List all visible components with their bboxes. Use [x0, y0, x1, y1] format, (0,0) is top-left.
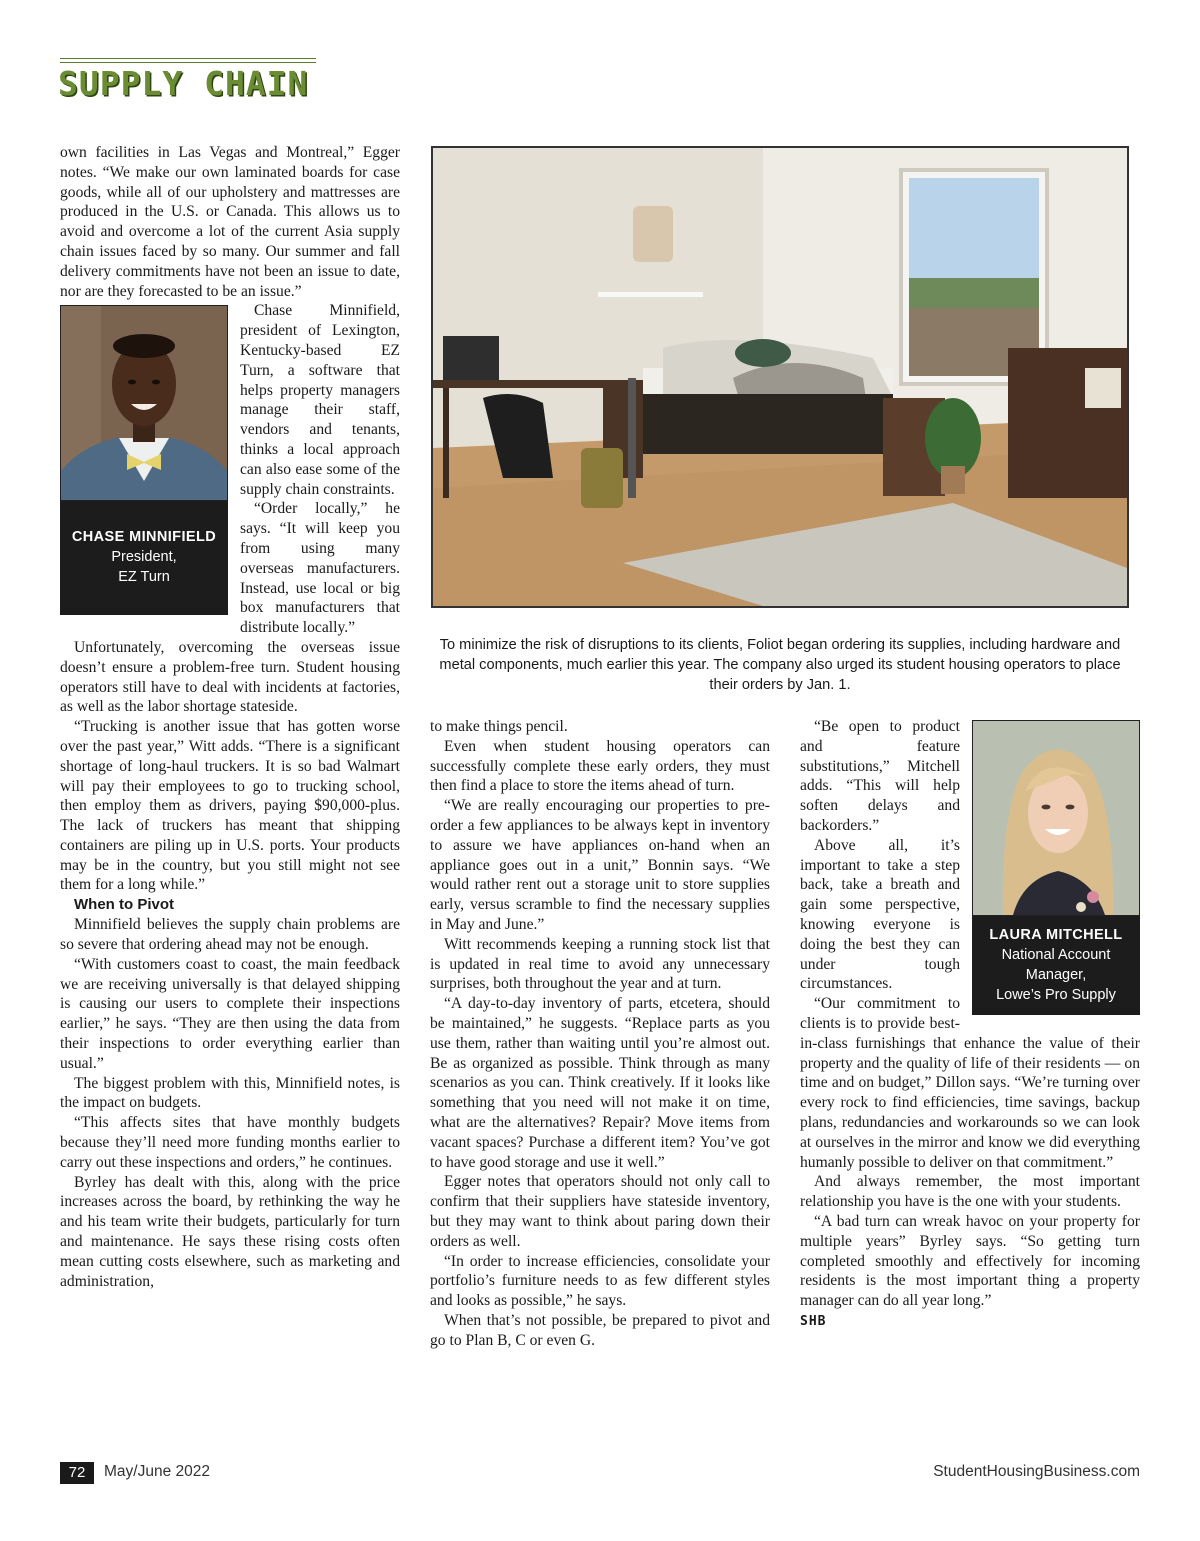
paragraph: “A bad turn can wreak havoc on your property for multiple years” Byrley says. “So getting turn completed smoothly and effectively for incoming residents is the most important thing a property manager can do all year long.” — [800, 1212, 1140, 1310]
caption-title: National Account Manager, — [1001, 947, 1111, 983]
chase-minnifield-portrait — [60, 305, 228, 501]
paragraph: “Our commitment to clients is to provide best-in-class furnishings that enhance the value of their property and the quality of life of their residents — on time and on budget,” Dillon says. “We’re turning over every rock to find efficiencies, time savings, backup plans, redundancies and workarounds so we can look at ourselves in the mirror and know we did everything humanly possible to deliver on that commitment.” — [800, 995, 1140, 1171]
section-title: SUPPLY CHAIN — [58, 64, 309, 103]
caption-name: LAURA MITCHELL — [989, 927, 1123, 943]
paragraph: Witt recommends keeping a running stock list that is updated in real time to avoid any unnecessary surprises, both throughout the year and at turn. — [430, 935, 770, 993]
paragraph: to make things pencil. — [430, 718, 568, 735]
paragraph: When that’s not possible, be prepared to pivot and go to Plan B, C or even G. — [430, 1311, 770, 1349]
paragraph: Even when student housing operators can successfully complete these early orders, they must then find a place to store the items ahead of turn. — [430, 737, 770, 795]
caption-title: President, — [111, 549, 177, 566]
dorm-room-image-icon — [433, 148, 1127, 606]
paragraph: “In order to increase efficiencies, consolidate your portfolio’s furniture needs to as few different styles and looks as possible,” he says. — [430, 1252, 770, 1310]
photo-caption: To minimize the risk of disruptions to its clients, Foliot began ordering its supplies, including hardware and metal components, much earlier this year. The company also urged its student housing operators to place their orders by Jan. 1. — [439, 637, 1121, 693]
sidebar-laura-mitchell — [972, 720, 1140, 1015]
laura-mitchell-portrait — [972, 720, 1140, 916]
paragraph: Egger notes that operators should not only call to confirm that their suppliers have stateside inventory, but they may want to think about paring down their orders as well. — [430, 1173, 770, 1250]
caption-company: EZ Turn — [118, 569, 170, 586]
paragraph: own facilities in Las Vegas and Montreal,” Egger notes. “We make our own laminated boards for case goods, while all of our upholstery and mattresses are produced in the U.S. or Canada. This allows us to avoid and overcome a lot of the current Asia supply chain issues faced by so many. Our summer and fall delivery commitments have not been an issue to date, nor are they forecasted to be an issue.” — [60, 144, 400, 300]
paragraph: Byrley has dealt with this, along with the price increases across the board, by rethinking the way he and his team write their budgets, particularly for turn and maintenance. He says these rising costs often mean cutting costs elsewhere, such as marketing and administration, — [60, 1173, 400, 1290]
chase-minnifield-caption — [60, 501, 228, 615]
page-number: 72 — [60, 1462, 94, 1484]
paragraph: “Trucking is another issue that has gotten worse over the past year,” Witt adds. “There is a significant shortage of long-haul truckers. It is so bad Walmart will pay their employees to go to trucking school, then employ them as drivers, paying $90,000-plus. The lack of truckers has meant that shipping containers are piling up in U.S. ports. Your products may be in the country, but you still might not see them for a long while.” — [60, 718, 400, 894]
caption-company: Lowe’s Pro Supply — [996, 987, 1116, 1003]
paragraph: “Order locally,” he says. “It will keep you from using many overseas manufacturers. Instead, use local or big box manufacturers that distribute locally.” — [240, 500, 400, 637]
signoff-mark: SHB — [800, 1313, 827, 1329]
subhead: When to Pivot — [74, 896, 174, 914]
caption-name: CHASE MINNIFIELD — [71, 529, 217, 546]
article-column-2 — [430, 717, 770, 1351]
person-portrait-icon — [61, 306, 227, 500]
paragraph: Minnifield believes the supply chain problems are so severe that ordering ahead may not be enough. — [60, 916, 400, 954]
paragraph: “A day-to-day inventory of parts, etcetera, should be maintained,” he suggests. “Replace parts as you use them, rather than waiting until you’re almost out. Be as organized as possible. Think through as many scenarios as you can. Think creatively. If it looks like something that you need will not make it on time, what are the alternatives? Repair? Move items from vacant spaces? Purchase a different item? You’ve got to have good storage and use it well.” — [430, 995, 770, 1171]
paragraph: And always remember, the most important relationship you have is the one with your students. — [800, 1173, 1140, 1211]
paragraph: Chase Minnifield, president of Lexington, Kentucky-based EZ Turn, a software that helps property managers manage their staff, vendors and tenants, thinks a local approach can also ease some of the supply chain constraints. — [240, 302, 400, 498]
section-rule — [60, 58, 316, 63]
sidebar-chase-minnifield — [60, 305, 228, 615]
person-portrait-icon — [973, 721, 1139, 915]
article-column-3 — [800, 717, 1140, 1332]
issue-date: May/June 2022 — [104, 1463, 210, 1480]
dorm-room-photo — [431, 146, 1129, 608]
article-column-1 — [60, 143, 400, 1291]
paragraph: “With customers coast to coast, the main feedback we are receiving universally is that delayed shipping is causing our users to complete their inspections earlier,” he says. “They are then using the data from their inspections to order everything earlier than usual.” — [60, 955, 400, 1072]
paragraph: “This affects sites that have monthly budgets because they’ll need more funding months earlier to carry out these inspections and orders,” he continues. — [60, 1114, 400, 1171]
paragraph: The biggest problem with this, Minnifield notes, is the impact on budgets. — [60, 1074, 400, 1112]
laura-mitchell-caption — [972, 916, 1140, 1015]
paragraph: Unfortunately, overcoming the overseas issue doesn’t ensure a problem-free turn. Student housing operators still have to deal with incidents at factories, as well as the labor shortage stateside. — [60, 638, 400, 716]
paragraph: “We are really encouraging our properties to pre-order a few appliances to be always kept in inventory to assure we have appliances on-hand when an appliance goes out in a unit,” Bonnin says. “We would rather rent out a storage unit to store supplies early, versus scramble to find the necessary supplies in May and June.” — [430, 797, 770, 933]
paragraph: “Be open to product and feature substitutions,” Mitchell adds. “This will help soften delays and backorders.” — [800, 718, 960, 834]
website-link[interactable]: StudentHousingBusiness.com — [933, 1463, 1140, 1480]
paragraph: Above all, it’s important to take a step back, take a breath and gain some perspective, knowing everyone is doing the best they can under tough circumstances. — [800, 836, 960, 993]
